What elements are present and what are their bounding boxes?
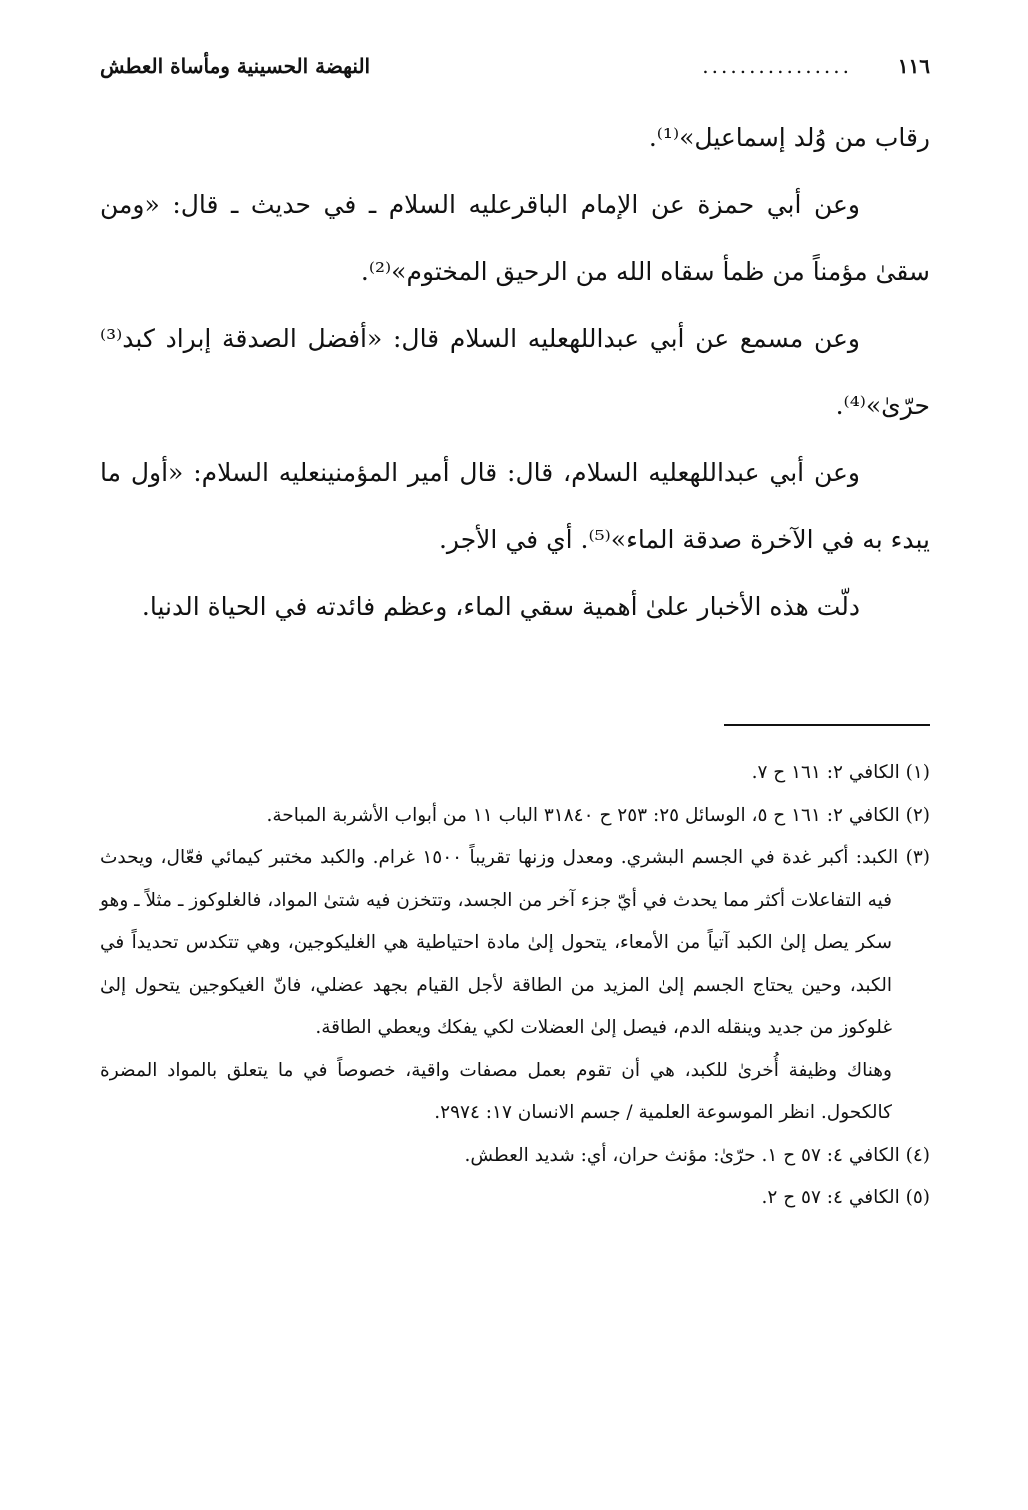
footnote: (٣) الكبد: أكبر غدة في الجسم البشري. ومعدل وزنها تقريباً ١٥٠٠ غرام. والكبد مختبر كيمائي فعّال، ويحدث فيه التفاعلات أكثر مما يحدث في أيّ جزء آخر من الجسد، وتتخزن فيه شتىٰ المواد، فالغلوكوز ـ مثلاً ـ وهو سكر يصل إلىٰ الكبد آتياً من الأمعاء، يتحول إلىٰ مادة احتياطية هي الغليكوجين، وهي تتكدس تحديداً في الكبد، وحين يحتاج الجسم إلىٰ المزيد من الطاقة لأجل القيام بجهد عضلي، فانّ الغيكوجين يتحول إلىٰ غلوكوز من جديد وينقله الدم، فيصل إلىٰ العضلات لكي يفكك ويعطي الطاقة. <box>100 847 931 1038</box>
header-dot-leader: ................ <box>702 54 852 78</box>
main-text <box>100 104 930 640</box>
footnote-continuation: وهناك وظيفة أُخرىٰ للكبد، هي أن تقوم بعمل مصفات واقية، خصوصاً في ما يتعلق بالمواد المضرة كالكحول. انظر الموسوعة العلمية / جسم الانسان ١٧: ٢٩٧٤. <box>100 1059 892 1123</box>
paragraph: دلّت هذه الأخبار علىٰ أهمية سقي الماء، وعظم فائدته في الحياة الدنيا. <box>141 592 860 621</box>
paragraph: وعن مسمع عن أبي عبداللهعليه السلام قال: «أفضل الصدقة إبراد كبد⁽³⁾ حرّىٰ»⁽⁴⁾. <box>100 324 930 420</box>
paragraph: رقاب من وُلد إسماعيل»⁽¹⁾. <box>648 123 930 152</box>
footnote-separator <box>724 724 930 726</box>
footnote: (٥) الكافي ٤: ٥٧ ح ٢. <box>761 1187 930 1208</box>
footnote: (٢) الكافي ٢: ١٦١ ح ٥، الوسائل ٢٥: ٢٥٣ ح ٣١٨٤٠ الباب ١١ من أبواب الأشربة المباحة. <box>266 804 930 826</box>
running-title: النهضة الحسينية ومأساة العطش <box>100 54 371 78</box>
footnotes <box>100 752 930 1220</box>
book-page <box>100 40 930 1490</box>
paragraph: وعن أبي عبداللهعليه السلام، قال: قال أمير المؤمنينعليه السلام: «أول ما يبدء به في الآخرة صدقة الماء»⁽⁵⁾. أي في الأجر. <box>100 458 930 554</box>
page-header <box>100 54 930 90</box>
footnote: (١) الكافي ٢: ١٦١ ح ٧. <box>751 762 930 783</box>
footnote: (٤) الكافي ٤: ٥٧ ح ١. حرّىٰ: مؤنث حران، أي: شديد العطش. <box>464 1144 930 1166</box>
paragraph: وعن أبي حمزة عن الإمام الباقرعليه السلام ـ في حديث ـ قال: «ومن سقىٰ مؤمناً من ظمأ سقاه الله من الرحيق المختوم»⁽²⁾. <box>100 190 930 286</box>
page-number: ١١٦ <box>897 54 930 78</box>
